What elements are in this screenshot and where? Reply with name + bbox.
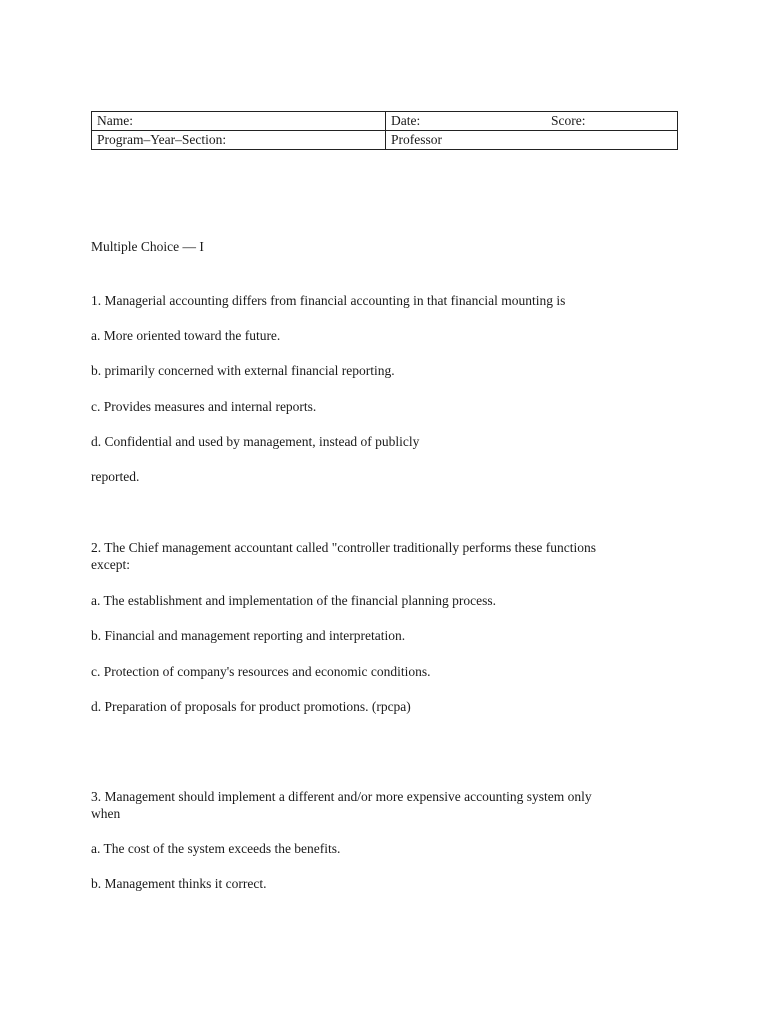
student-info-table: [91, 111, 678, 150]
question-1-option-b: b. primarily concerned with external financial reporting.: [91, 363, 395, 378]
question-3-option-a: a. The cost of the system exceeds the benefits.: [91, 841, 341, 856]
section-title: Multiple Choice — I: [91, 239, 204, 254]
name-cell: [92, 112, 386, 131]
date-label: Date:: [391, 113, 421, 128]
info-row-1: [92, 112, 678, 131]
question-1-option-d-continuation: reported.: [91, 469, 140, 484]
question-2-stem-line-2: except:: [91, 557, 130, 572]
score-label: Score:: [551, 113, 586, 128]
name-label: Name:: [97, 113, 133, 128]
professor-cell: [386, 131, 678, 150]
program-cell: [92, 131, 386, 150]
date-score-cell: [386, 112, 678, 131]
info-row-2: [92, 131, 678, 150]
question-2-option-b: b. Financial and management reporting and interpretation.: [91, 628, 406, 643]
question-2-option-a: a. The establishment and implementation of the financial planning process.: [91, 593, 497, 608]
question-1-option-d: d. Confidential and used by management, instead of publicly: [91, 434, 420, 449]
question-3-stem-line-2: when: [91, 806, 121, 821]
question-2-option-d: d. Preparation of proposals for product promotions. (rpcpa): [91, 699, 411, 714]
question-1-stem: 1. Managerial accounting differs from financial accounting in that financial mounting is: [91, 293, 566, 308]
question-1-option-c: c. Provides measures and internal reports.: [91, 399, 317, 414]
question-3-option-b: b. Management thinks it correct.: [91, 876, 267, 891]
question-1-option-a: a. More oriented toward the future.: [91, 328, 281, 343]
professor-label: Professor: [391, 132, 442, 147]
question-3-stem-line-1: 3. Management should implement a different and/or more expensive accounting system only: [91, 789, 592, 804]
question-2-stem-line-1: 2. The Chief management accountant called "controller traditionally performs these functions: [91, 540, 596, 555]
program-label: Program–Year–Section:: [97, 132, 227, 147]
question-2-option-c: c. Protection of company's resources and economic conditions.: [91, 664, 431, 679]
